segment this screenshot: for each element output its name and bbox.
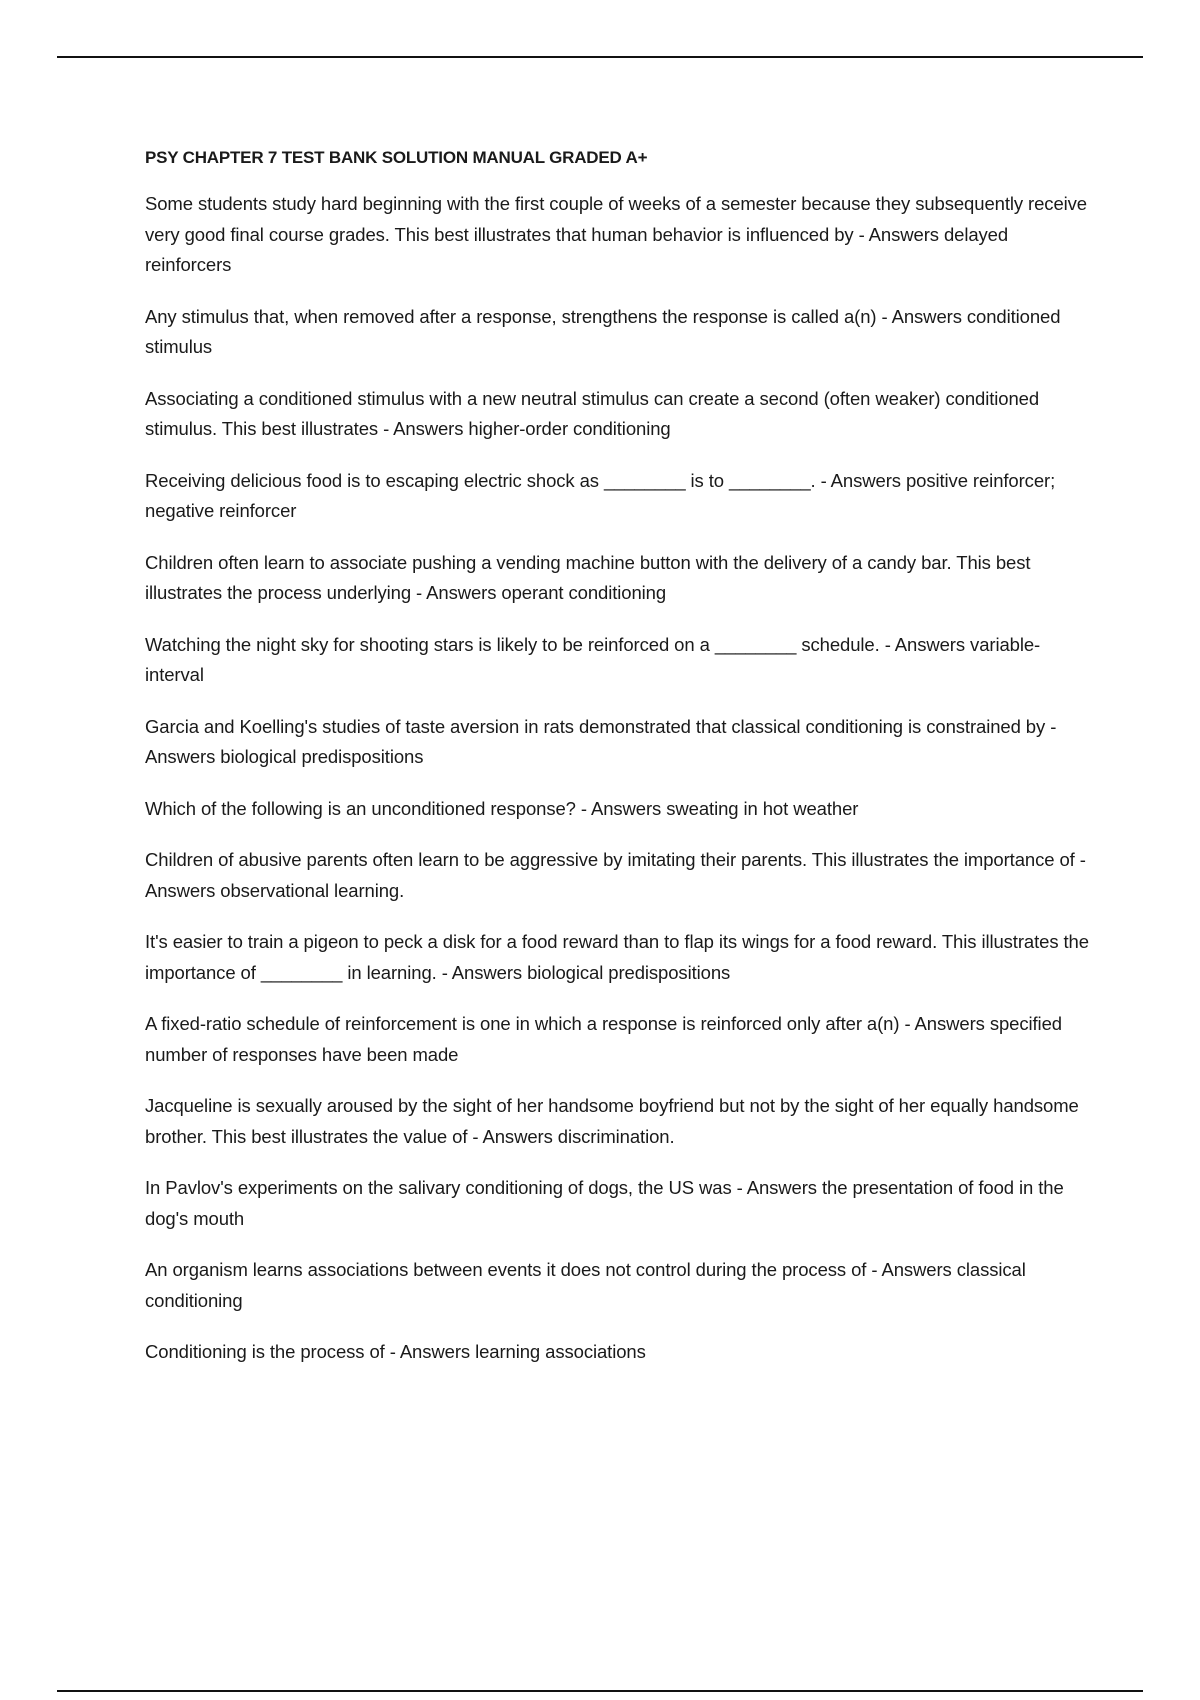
- qa-item: It's easier to train a pigeon to peck a disk for a food reward than to flap its wings for a food reward. This illustrates the importance of ________ in learning. - Answers biological predispositions: [145, 931, 1089, 983]
- qa-item: Children often learn to associate pushing a vending machine button with the delivery of a candy bar. This best illustrates the process underlying - Answers operant conditioning: [145, 551, 1031, 603]
- top-divider: [57, 56, 1143, 58]
- qa-item: Jacqueline is sexually aroused by the sight of her handsome boyfriend but not by the sight of her equally handsome brother. This best illustrates the value of - Answers discrimination.: [145, 1095, 1079, 1147]
- qa-item: An organism learns associations between events it does not control during the process of - Answers classical conditioning: [145, 1259, 1026, 1311]
- document-title: PSY CHAPTER 7 TEST BANK SOLUTION MANUAL GRADED A+: [145, 148, 648, 167]
- qa-item: In Pavlov's experiments on the salivary conditioning of dogs, the US was - Answers the presentation of food in the dog's mouth: [145, 1177, 1064, 1229]
- qa-item: Any stimulus that, when removed after a response, strengthens the response is called a(n) - Answers conditioned stimulus: [145, 305, 1061, 357]
- qa-item: Which of the following is an unconditioned response? - Answers sweating in hot weather: [145, 797, 859, 819]
- qa-item: Receiving delicious food is to escaping electric shock as ________ is to ________. - Answers positive reinforcer; negative reinforcer: [145, 469, 1056, 521]
- qa-item: Conditioning is the process of - Answers learning associations: [145, 1341, 646, 1362]
- qa-item: Associating a conditioned stimulus with a new neutral stimulus can create a second (often weaker) conditioned stimulus. This best illustrates - Answers higher-order conditioning: [145, 387, 1040, 439]
- qa-item: A fixed-ratio schedule of reinforcement is one in which a response is reinforced only after a(n) - Answers specified number of responses have been made: [145, 1013, 1062, 1065]
- qa-item: Garcia and Koelling's studies of taste aversion in rats demonstrated that classical conditioning is constrained by - Answers biological predispositions: [145, 715, 1057, 767]
- document-body: [145, 146, 1095, 1389]
- qa-item: Watching the night sky for shooting stars is likely to be reinforced on a ________ schedule. - Answers variable-interval: [145, 633, 1041, 685]
- qa-item: Some students study hard beginning with the first couple of weeks of a semester because they subsequently receive very good final course grades. This best illustrates that human behavior is influenced by - Answers delayed reinforcers: [145, 193, 1087, 275]
- qa-item: Children of abusive parents often learn to be aggressive by imitating their parents. This illustrates the importance of - Answers observational learning.: [145, 849, 1086, 901]
- bottom-divider: [57, 1690, 1143, 1692]
